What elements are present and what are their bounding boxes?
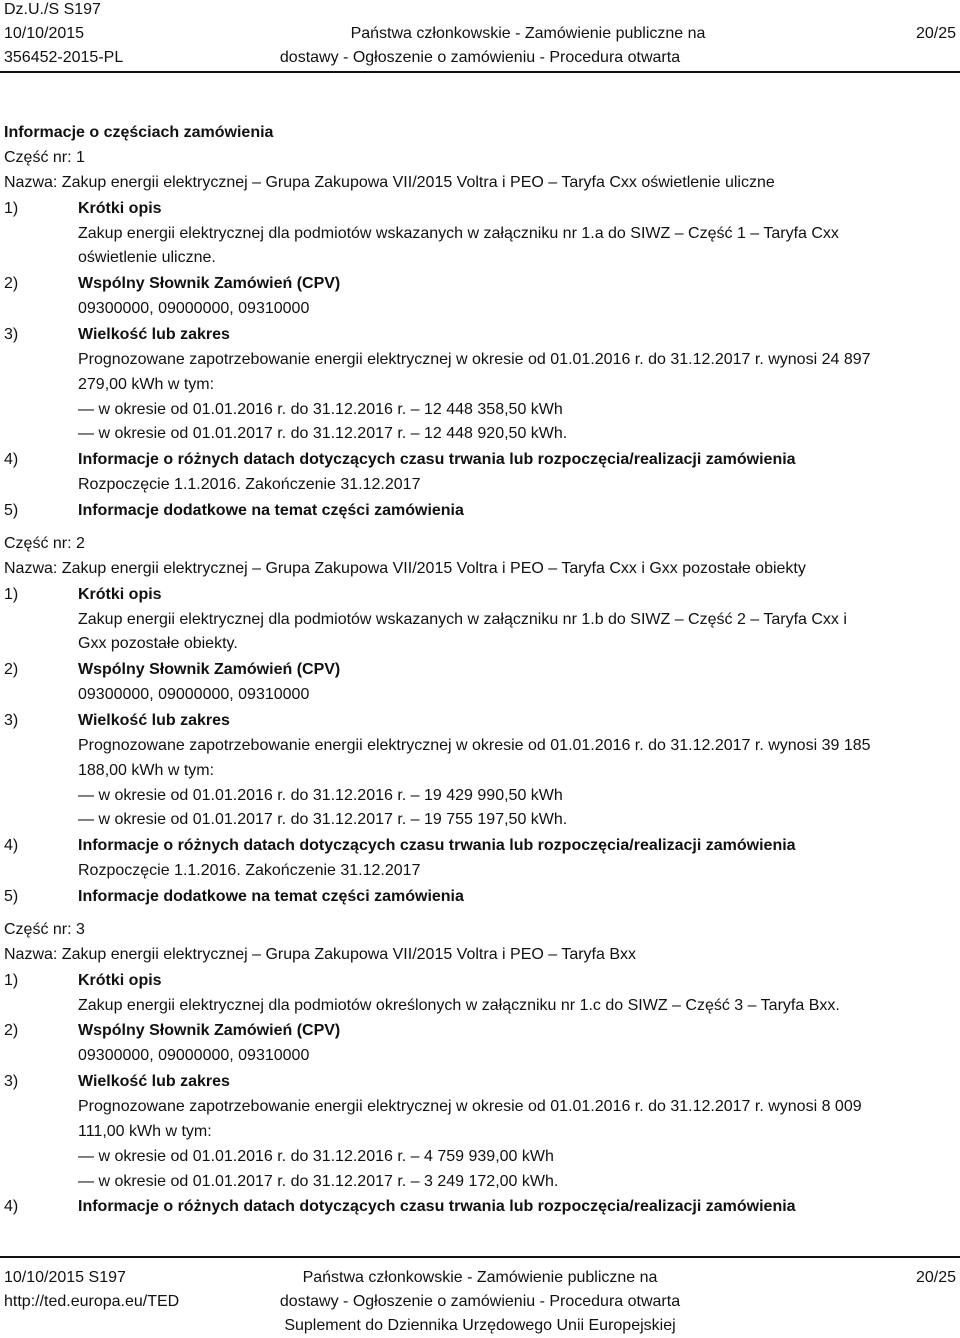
footer-center bbox=[0, 1266, 960, 1338]
item-body bbox=[4, 348, 960, 447]
footer-supplement: Suplement do Dziennika Urzędowego Unii Europejskiej bbox=[284, 1317, 676, 1334]
part-item bbox=[4, 1194, 960, 1220]
item-heading: Wielkość lub zakres bbox=[78, 711, 230, 729]
item-body-line: Zakup energii elektrycznej dla podmiotów określonych w załączniku nr 1.c do SIWZ – Część 3 – Taryfa Bxx. bbox=[78, 996, 840, 1014]
item-body bbox=[4, 683, 960, 708]
item-number: 2) bbox=[4, 661, 19, 679]
part-item bbox=[4, 271, 960, 322]
item-number: 2) bbox=[4, 275, 19, 293]
part-item bbox=[4, 498, 960, 524]
part-item bbox=[4, 1069, 960, 1194]
part-item bbox=[4, 1018, 960, 1069]
item-number: 5) bbox=[4, 887, 19, 905]
part-item bbox=[4, 196, 960, 272]
part-separator bbox=[4, 524, 960, 532]
item-heading: Informacje dodatkowe na temat części zamówienia bbox=[78, 501, 464, 519]
part-item bbox=[4, 708, 960, 833]
item-body-line: — w okresie od 01.01.2017 r. do 31.12.2017 r. – 19 755 197,50 kWh. bbox=[78, 811, 568, 829]
part-item bbox=[4, 322, 960, 447]
item-body bbox=[4, 1044, 960, 1069]
header-right bbox=[916, 0, 956, 46]
item-body-line: Gxx pozostałe obiekty. bbox=[78, 635, 238, 653]
header-page-number: 20/25 bbox=[915, 25, 956, 42]
document-body bbox=[4, 120, 960, 1220]
footer-page-number: 20/25 bbox=[915, 1269, 956, 1286]
item-body bbox=[4, 297, 960, 322]
part-number: Część nr: 3 bbox=[4, 920, 85, 938]
item-heading: Wielkość lub zakres bbox=[78, 1073, 230, 1091]
item-body-line: 09300000, 09000000, 09310000 bbox=[78, 300, 310, 318]
item-number: 3) bbox=[4, 1073, 19, 1091]
item-body-line: 09300000, 09000000, 09310000 bbox=[78, 1047, 310, 1065]
item-body-line: Prognozowane zapotrzebowanie energii elektrycznej w okresie od 01.01.2016 r. do 31.12.2017 r. wynosi 39 185 bbox=[78, 736, 871, 754]
item-heading: Wspólny Słownik Zamówień (CPV) bbox=[78, 1022, 341, 1040]
item-heading: Wspólny Słownik Zamówień (CPV) bbox=[78, 275, 341, 293]
item-body-line: 279,00 kWh w tym: bbox=[78, 375, 215, 393]
item-body bbox=[4, 994, 960, 1019]
item-body bbox=[4, 734, 960, 833]
header-date: 10/10/2015 bbox=[4, 25, 85, 42]
part-name: Nazwa: Zakup energii elektrycznej – Grupa Zakupowa VII/2015 Voltra i PEO – Taryfa Bxx bbox=[4, 945, 637, 963]
page-footer bbox=[0, 1258, 960, 1334]
header-title-line-2: dostawy - Ogłoszenie o zamówieniu - Procedura otwarta bbox=[279, 49, 681, 66]
item-number: 4) bbox=[4, 837, 19, 855]
part-3 bbox=[4, 918, 960, 1220]
item-body bbox=[4, 222, 960, 272]
footer-url: http://ted.europa.eu/TED bbox=[4, 1293, 180, 1310]
item-body-line: — w okresie od 01.01.2016 r. do 31.12.2016 r. – 4 759 939,00 kWh bbox=[78, 1147, 554, 1165]
item-body-line: 111,00 kWh w tym: bbox=[78, 1122, 212, 1140]
item-body-line: — w okresie od 01.01.2016 r. do 31.12.2016 r. – 19 429 990,50 kWh bbox=[78, 786, 563, 804]
item-body-line: Prognozowane zapotrzebowanie energii elektrycznej w okresie od 01.01.2016 r. do 31.12.2017 r. wynosi 24 897 bbox=[78, 350, 871, 368]
item-body-line: Zakup energii elektrycznej dla podmiotów wskazanych w załączniku nr 1.a do SIWZ – Część 1 – Taryfa Cxx bbox=[78, 224, 839, 242]
item-number: 3) bbox=[4, 711, 19, 729]
item-heading: Krótki opis bbox=[78, 585, 162, 603]
part-item bbox=[4, 884, 960, 910]
footer-title-line-1: Państwa członkowskie - Zamówienie publiczne na bbox=[302, 1269, 658, 1286]
part-item bbox=[4, 968, 960, 1019]
page-header bbox=[0, 0, 960, 70]
header-journal-ref: Dz.U./S S197 bbox=[4, 1, 101, 18]
item-number: 2) bbox=[4, 1022, 19, 1040]
item-number: 1) bbox=[4, 971, 19, 989]
item-body bbox=[4, 1095, 960, 1194]
item-heading: Informacje o różnych datach dotyczących czasu trwania lub rozpoczęcia/realizacji zamówienia bbox=[78, 837, 796, 855]
footer-title-line-2: dostawy - Ogłoszenie o zamówieniu - Procedura otwarta bbox=[279, 1293, 681, 1310]
item-number: 5) bbox=[4, 501, 19, 519]
item-heading: Wielkość lub zakres bbox=[78, 325, 230, 343]
parts-list bbox=[4, 146, 960, 1220]
item-heading: Informacje o różnych datach dotyczących czasu trwania lub rozpoczęcia/realizacji zamówienia bbox=[78, 451, 796, 469]
item-body-line: 09300000, 09000000, 09310000 bbox=[78, 686, 310, 704]
item-heading: Krótki opis bbox=[78, 199, 162, 217]
item-heading: Informacje dodatkowe na temat części zamówienia bbox=[78, 887, 464, 905]
header-title-line-1: Państwa członkowskie - Zamówienie publiczne na bbox=[350, 25, 706, 42]
part-separator bbox=[4, 910, 960, 918]
footer-date-issue: 10/10/2015 S197 bbox=[4, 1269, 126, 1286]
section-title: Informacje o częściach zamówienia bbox=[4, 124, 274, 141]
header-rule bbox=[0, 71, 960, 73]
item-body-line: 188,00 kWh w tym: bbox=[78, 761, 215, 779]
item-body-line: Rozpoczęcie 1.1.2016. Zakończenie 31.12.2017 bbox=[78, 476, 421, 494]
item-body-line: Prognozowane zapotrzebowanie energii elektrycznej w okresie od 01.01.2016 r. do 31.12.2017 r. wynosi 8 009 bbox=[78, 1098, 862, 1116]
part-item bbox=[4, 582, 960, 658]
item-body-line: Zakup energii elektrycznej dla podmiotów wskazanych w załączniku nr 1.b do SIWZ – Część 2 – Taryfa Cxx i bbox=[78, 610, 847, 628]
item-number: 1) bbox=[4, 585, 19, 603]
item-body bbox=[4, 473, 960, 498]
item-body-line: oświetlenie uliczne. bbox=[78, 249, 216, 267]
item-body bbox=[4, 859, 960, 884]
item-number: 4) bbox=[4, 1198, 19, 1216]
item-heading: Krótki opis bbox=[78, 971, 162, 989]
item-body-line: — w okresie od 01.01.2016 r. do 31.12.2016 r. – 12 448 358,50 kWh bbox=[78, 400, 563, 418]
item-heading: Wspólny Słownik Zamówień (CPV) bbox=[78, 661, 341, 679]
part-item bbox=[4, 447, 960, 498]
part-item bbox=[4, 833, 960, 884]
part-name: Nazwa: Zakup energii elektrycznej – Grupa Zakupowa VII/2015 Voltra i PEO – Taryfa Cxx oświetlenie uliczne bbox=[4, 173, 775, 191]
part-number: Część nr: 1 bbox=[4, 149, 85, 166]
part-name: Nazwa: Zakup energii elektrycznej – Grupa Zakupowa VII/2015 Voltra i PEO – Taryfa Cxx i Gxx pozostałe obiekty bbox=[4, 559, 806, 577]
item-body bbox=[4, 608, 960, 658]
item-number: 3) bbox=[4, 325, 19, 343]
item-body-line: — w okresie od 01.01.2017 r. do 31.12.2017 r. – 3 249 172,00 kWh. bbox=[78, 1172, 559, 1190]
part-number: Część nr: 2 bbox=[4, 534, 85, 552]
part-item bbox=[4, 657, 960, 708]
item-number: 1) bbox=[4, 199, 19, 217]
part-1 bbox=[4, 146, 960, 524]
item-number: 4) bbox=[4, 451, 19, 469]
header-center bbox=[0, 0, 960, 70]
header-notice-id: 356452-2015-PL bbox=[4, 49, 124, 66]
item-heading: Informacje o różnych datach dotyczących czasu trwania lub rozpoczęcia/realizacji zamówienia bbox=[78, 1198, 796, 1216]
part-2 bbox=[4, 532, 960, 910]
item-body-line: Rozpoczęcie 1.1.2016. Zakończenie 31.12.2017 bbox=[78, 862, 421, 880]
item-body-line: — w okresie od 01.01.2017 r. do 31.12.2017 r. – 12 448 920,50 kWh. bbox=[78, 425, 568, 443]
